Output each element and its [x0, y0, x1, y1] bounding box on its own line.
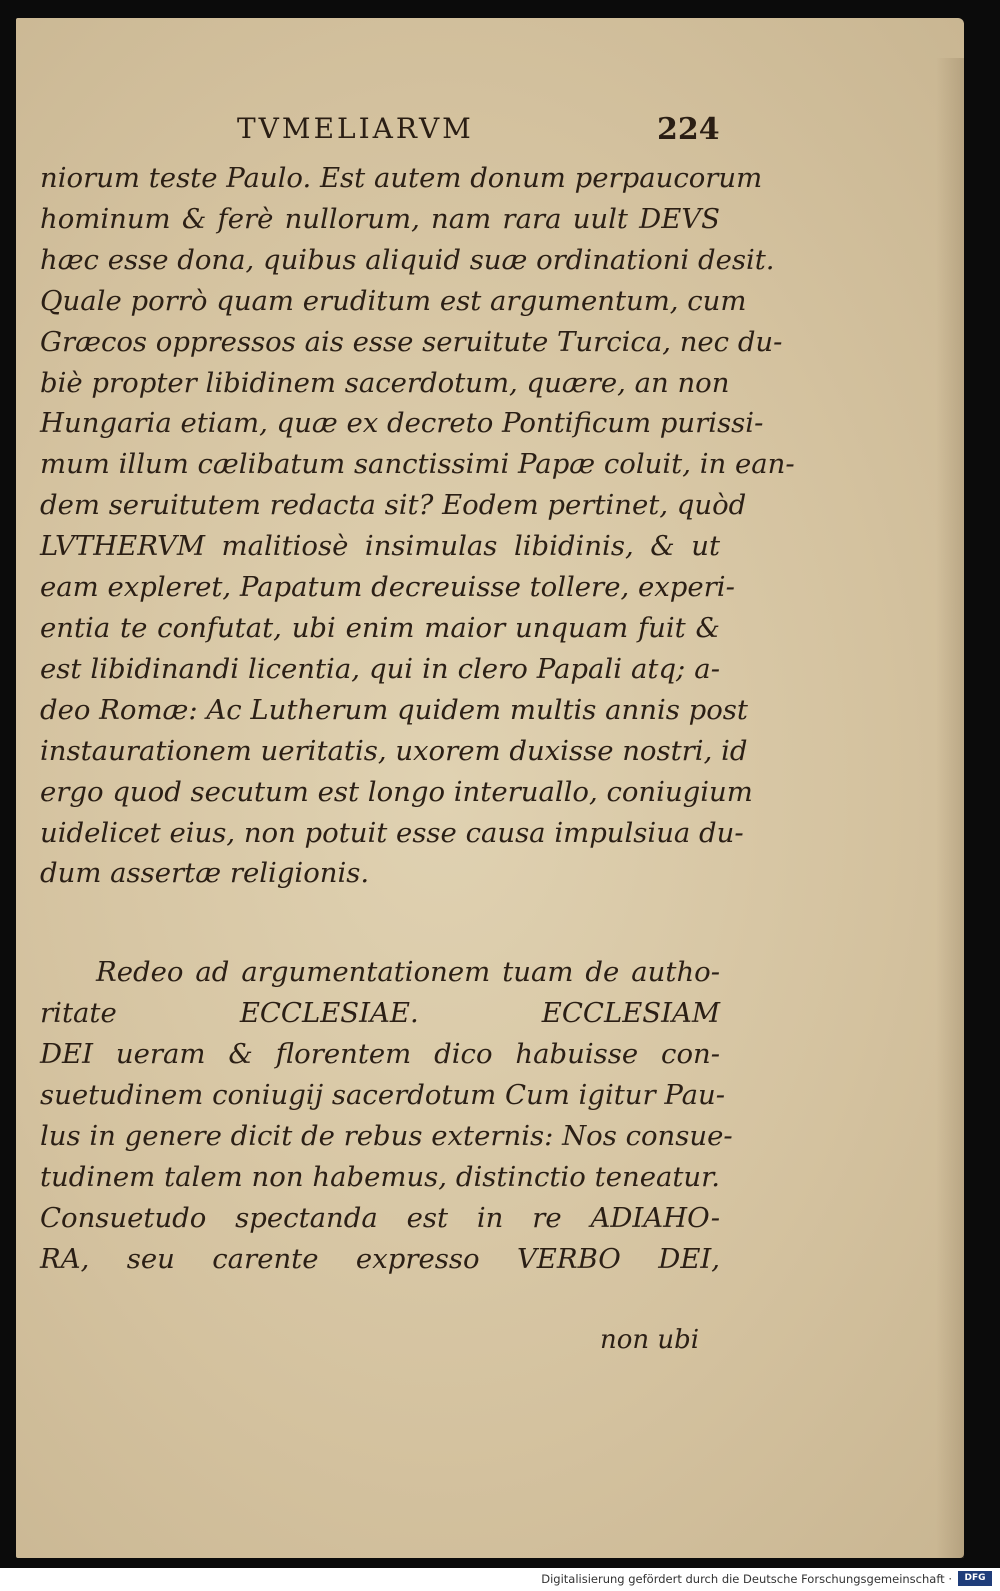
text-line: RA, seu carente expresso VERBO DEI,	[40, 1242, 720, 1275]
text-line: Hungaria etiam, quæ ex decreto Pontificum purissi-	[40, 407, 764, 440]
dfg-logo-icon: DFG	[958, 1571, 992, 1586]
text-line: hominum & ferè nullorum, nam rara uult DEVS	[40, 202, 720, 235]
text-line: mum illum cælibatum sanctissimi Papæ coluit, in ean-	[40, 448, 795, 481]
funding-notice: Digitalisierung gefördert durch die Deutsche Forschungsgemeinschaft ·	[541, 1572, 952, 1586]
text-line: lus in genere dicit de rebus externis: Nos consue-	[40, 1119, 733, 1152]
paragraph-2	[40, 952, 733, 1279]
text-line: tudinem talem non habemus, distinctio teneatur.	[40, 1160, 720, 1193]
text-line: Quale porrò quam eruditum est argumentum, cum	[40, 284, 747, 317]
text-line: ritate ECCLESIAE. ECCLESIAM	[40, 997, 720, 1030]
text-line: dem seruitutem redacta sit? Eodem pertinet, quòd	[40, 489, 747, 522]
text-line: entia te confutat, ubi enim maior unquam fuit &	[40, 611, 720, 644]
paragraph-1	[40, 158, 795, 894]
footer-bar	[0, 1568, 1000, 1591]
page-edge-shadow	[936, 58, 964, 1558]
text-line: Consuetudo spectanda est in re ADIAHO-	[40, 1201, 720, 1234]
text-line: deo Romæ: Ac Lutherum quidem multis annis post	[40, 693, 748, 726]
text-line: suetudinem coniugij sacerdotum Cum igitur Pau-	[40, 1079, 726, 1112]
text-line: eam expleret, Papatum decreuisse tollere, experi-	[40, 571, 735, 604]
catchword: non ubi	[600, 1325, 700, 1355]
text-line: est libidinandi licentia, qui in clero Papali atq; a-	[40, 652, 720, 685]
text-line: Redeo ad argumentationem tuam de autho-	[96, 956, 720, 989]
paragraph-gap	[40, 894, 720, 952]
text-line: Græcos oppressos ais esse seruitute Turcica, nec du-	[40, 325, 783, 358]
running-title: TVMELIARVM	[237, 112, 474, 145]
text-line: hæc esse dona, quibus aliquid suæ ordinationi desit.	[40, 243, 775, 276]
page-header	[237, 112, 737, 160]
text-line: biè propter libidinem sacerdotum, quære, an non	[40, 366, 730, 399]
text-line: DEI ueram & florentem dico habuisse con-	[40, 1038, 720, 1071]
text-line: LVTHERVM malitiosè insimulas libidinis, & ut	[40, 530, 720, 563]
text-line: niorum teste Paulo. Est autem donum perpaucorum	[40, 162, 763, 194]
text-line: ergo quod secutum est longo interuallo, coniugium	[40, 775, 753, 808]
text-line: uidelicet eius, non potuit esse causa impulsiua du-	[40, 816, 744, 849]
page-number: 224	[657, 112, 720, 147]
text-line: instaurationem ueritatis, uxorem duxisse nostri, id	[40, 734, 748, 767]
text-line: dum assertæ religionis.	[40, 857, 370, 890]
body-text	[40, 158, 795, 1280]
